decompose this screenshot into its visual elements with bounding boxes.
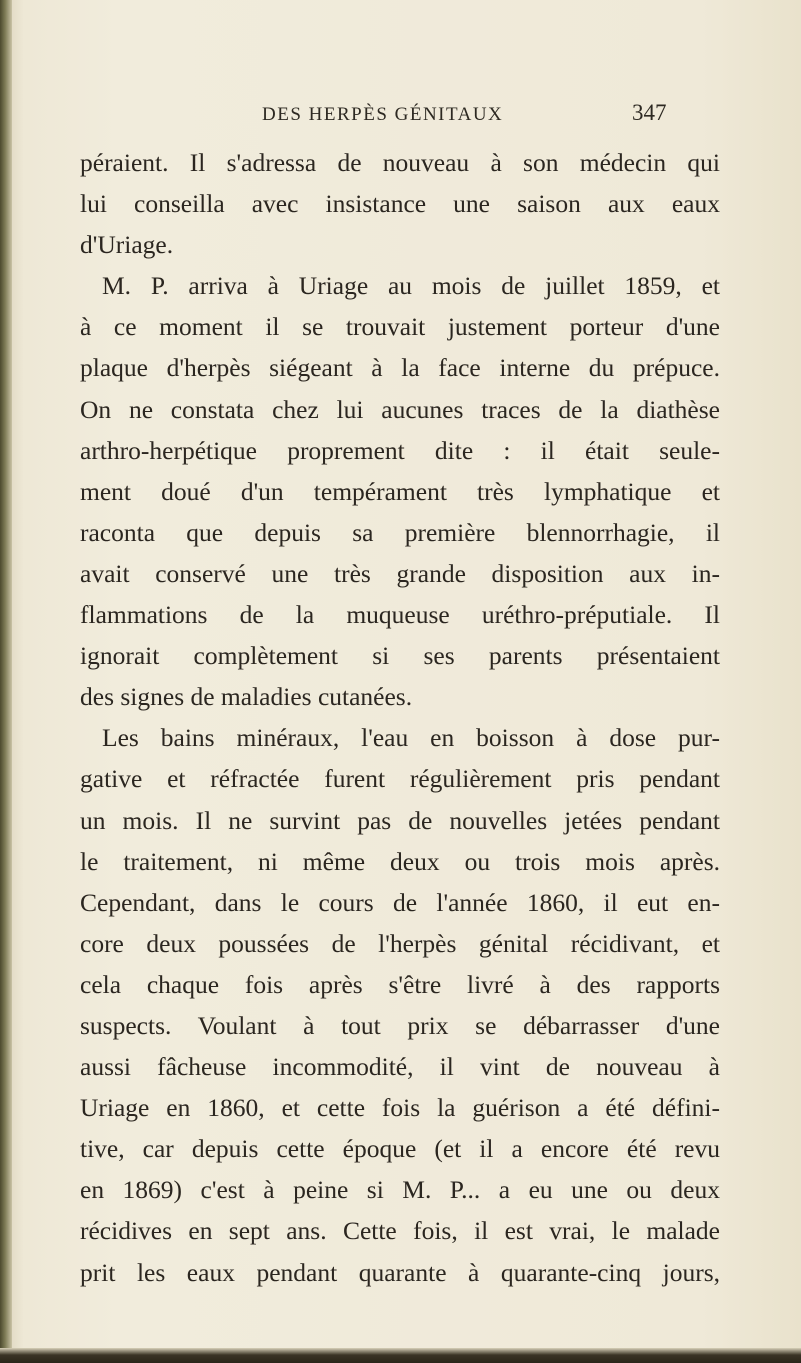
text-line: core deux poussées de l'herpès génital récidivant, et — [80, 928, 720, 958]
text-line: d'Uriage. — [80, 230, 174, 260]
text-line: à ce moment il se trouvait justement porteur d'une — [80, 312, 720, 342]
text-line: suspects. Voulant à tout prix se débarrasser d'une — [80, 1010, 720, 1040]
running-head — [0, 100, 801, 134]
text-line: plaque d'herpès siégeant à la face interne du prépuce. — [80, 353, 720, 383]
text-line: flammations de la muqueuse uréthro-préputiale. Il — [80, 600, 720, 630]
page-bottom-edge — [0, 1348, 801, 1363]
text-line: avait conservé une très grande disposition aux in- — [80, 558, 720, 588]
text-line: Cependant, dans le cours de l'année 1860, il eut en- — [80, 887, 720, 917]
text-line: arthro-herpétique proprement dite : il était seule- — [80, 435, 720, 465]
text-line: des signes de maladies cutanées. — [80, 682, 413, 712]
book-spine-shadow — [0, 0, 12, 1363]
text-line: cela chaque fois après s'être livré à des rapports — [80, 969, 720, 999]
text-line: en 1869) c'est à peine si M. P... a eu une ou deux — [80, 1175, 720, 1205]
text-line: gative et réfractée furent régulièrement pris pendant — [80, 764, 720, 794]
text-line: M. P. arriva à Uriage au mois de juillet 1859, et — [102, 271, 720, 301]
running-title: DES HERPÈS GÉNITAUX — [262, 104, 504, 125]
text-line: aussi fâcheuse incommodité, il vint de nouveau à — [80, 1052, 720, 1082]
text-line: ment doué d'un tempérament très lymphatique et — [80, 476, 720, 506]
text-line: le traitement, ni même deux ou trois mois après. — [80, 846, 720, 876]
text-line: un mois. Il ne survint pas de nouvelles jetées pendant — [80, 805, 720, 835]
text-line: lui conseilla avec insistance une saison aux eaux — [80, 189, 720, 219]
text-line: raconta que depuis sa première blennorrhagie, il — [80, 517, 720, 547]
text-line: Les bains minéraux, l'eau en boisson à dose pur- — [102, 723, 720, 753]
text-line: tive, car depuis cette époque (et il a encore été revu — [80, 1134, 720, 1164]
body-text — [80, 142, 720, 1293]
text-line: péraient. Il s'adressa de nouveau à son médecin qui — [80, 148, 720, 177]
text-line: ignorait complètement si ses parents présentaient — [80, 641, 720, 671]
text-line: Uriage en 1860, et cette fois la guérison a été défini- — [80, 1093, 720, 1123]
text-line: On ne constata chez lui aucunes traces de la diathèse — [80, 394, 720, 424]
page-number: 347 — [632, 100, 667, 125]
text-line: prit les eaux pendant quarante à quarante-cinq jours, — [80, 1257, 720, 1287]
text-line: récidives en sept ans. Cette fois, il est vrai, le malade — [80, 1216, 720, 1246]
